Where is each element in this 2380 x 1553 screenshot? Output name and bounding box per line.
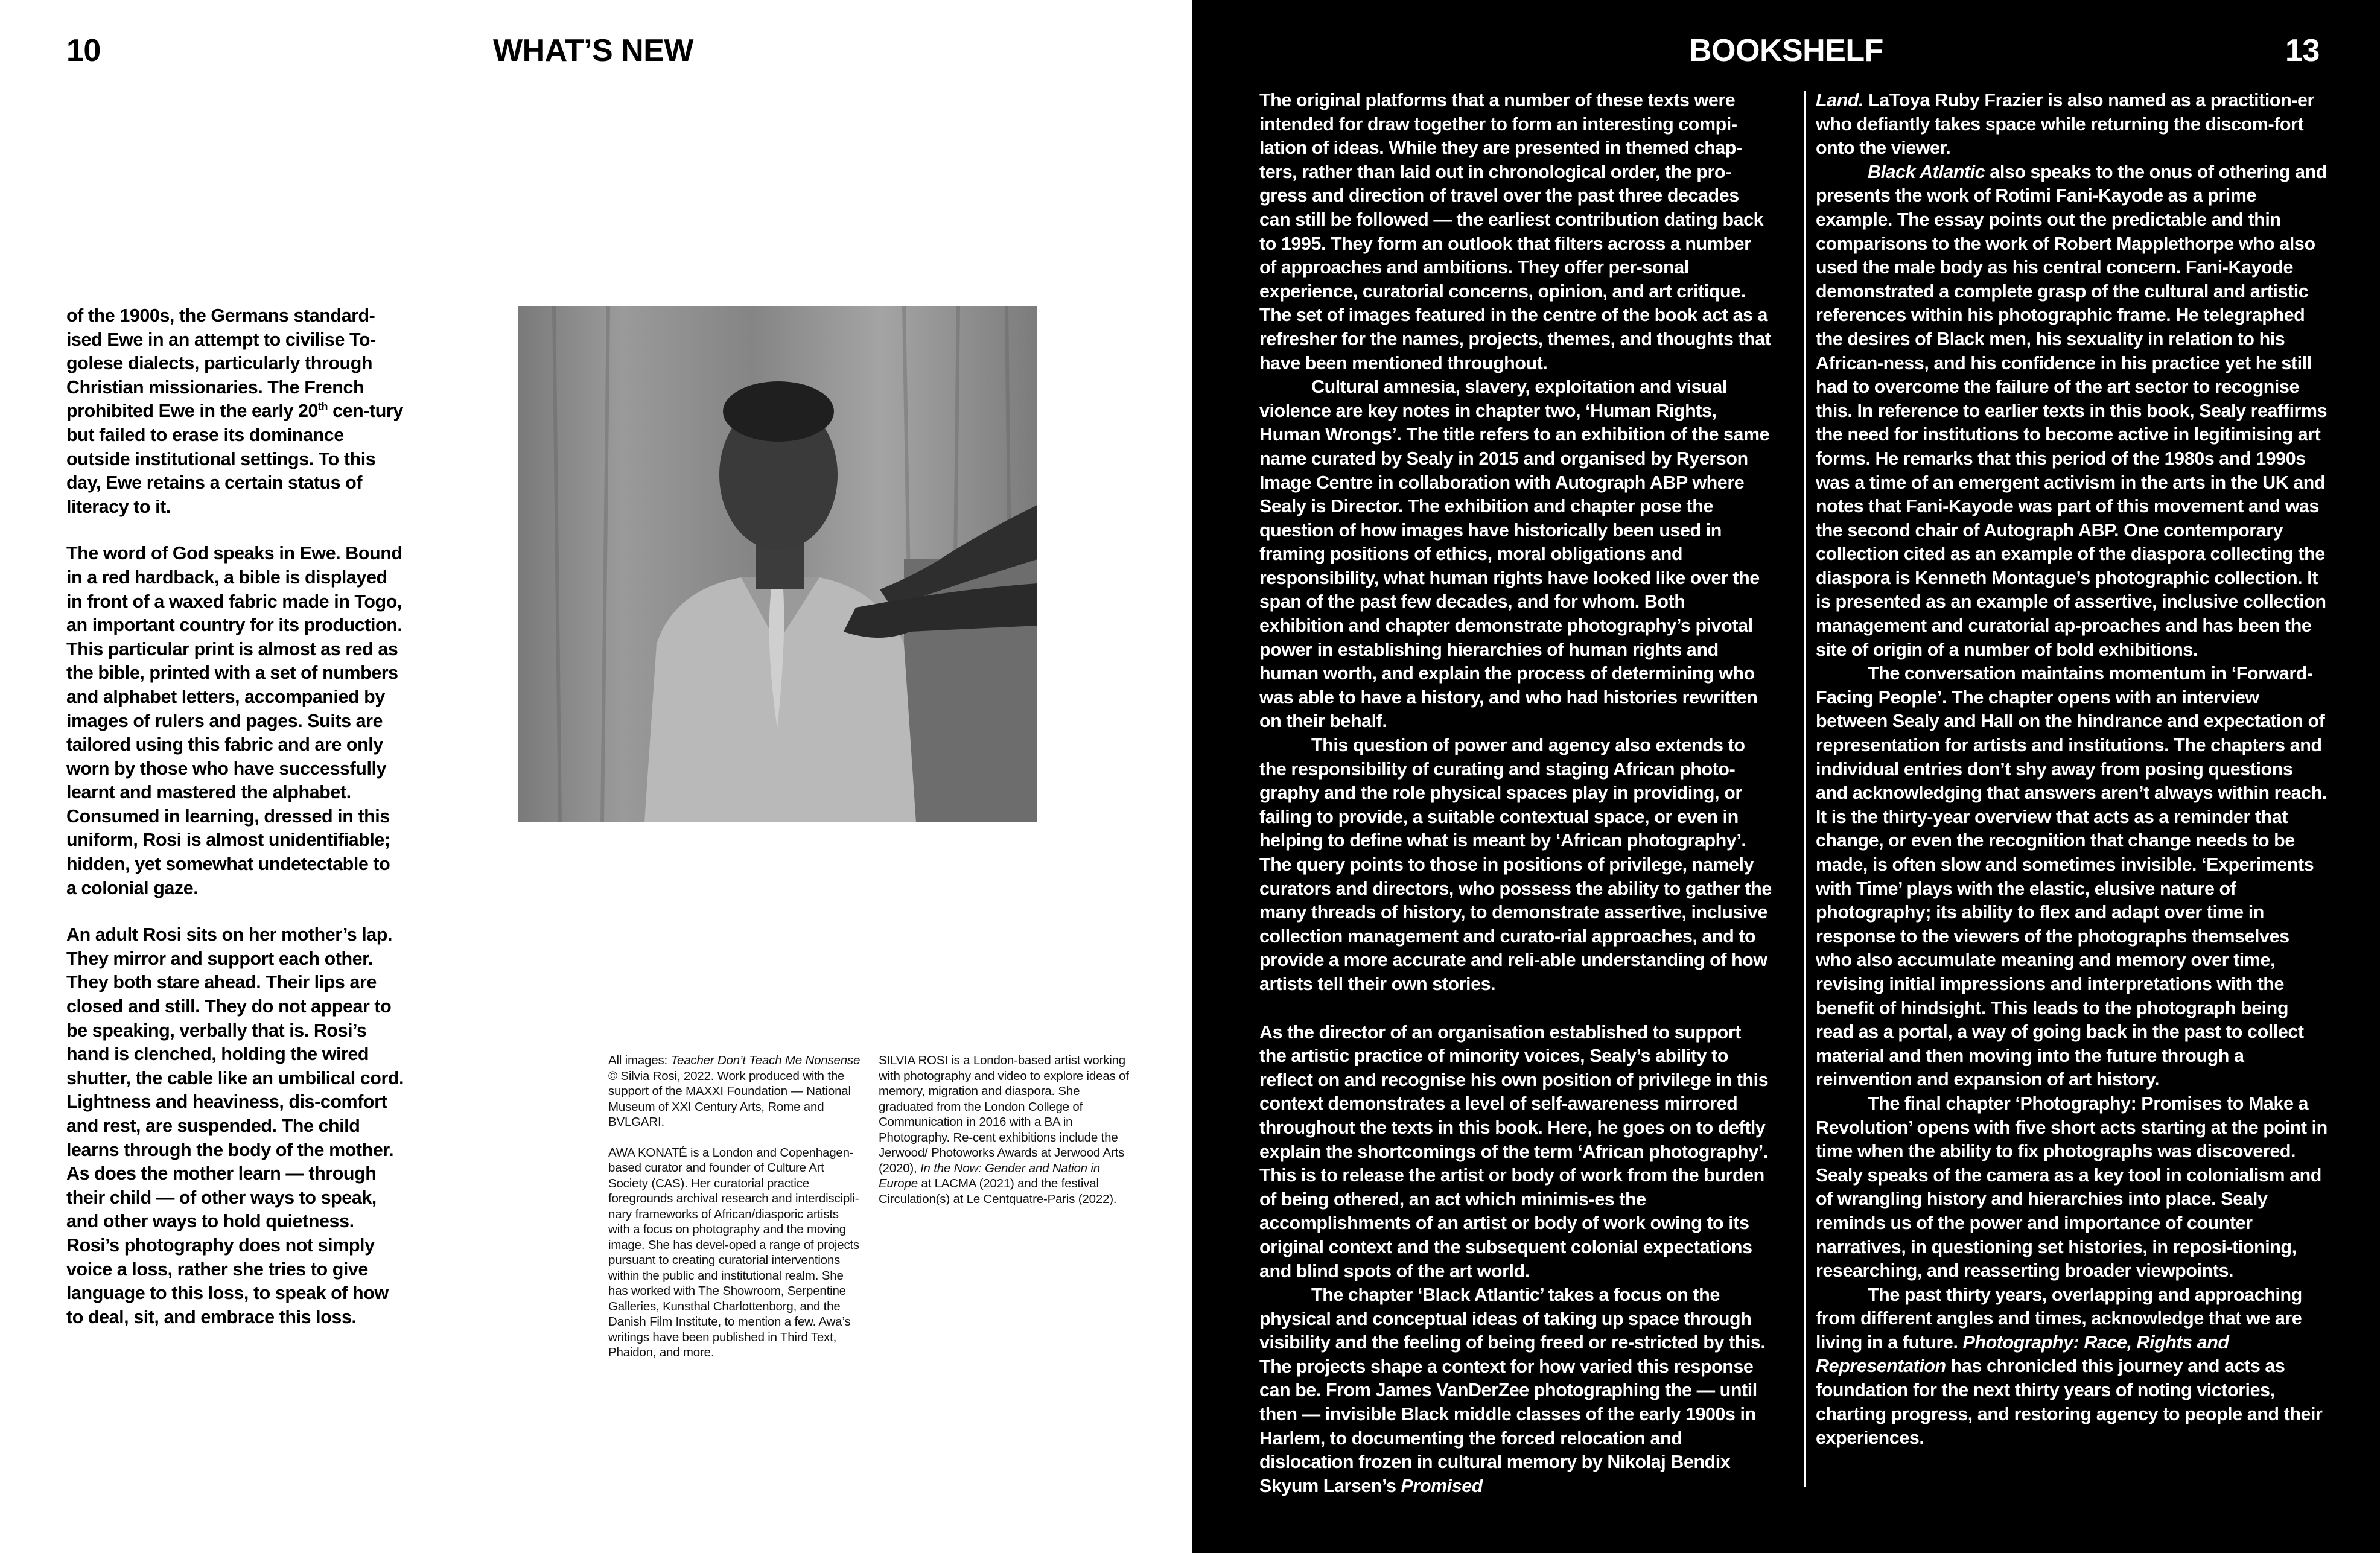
body-paragraph: The past thirty years, overlapping and approaching from different angles and times, acknowledge that we are living in a future. Photography: Race, Rights and Representation has chronicled this journey and acts as foundation for the next thirty years of noting victories, charting progress, and restoring agency to people and their experiences.	[1816, 1284, 2323, 1449]
section-title-whats-new: WHAT’S NEW	[493, 33, 693, 68]
body-paragraph: The conversation maintains momentum in ‘Forward-Facing People’. The chapter opens with an interview between Sealy and Hall on the hindrance and expectation of representation for artists and institutions. The chapters and individual entries don’t shy away from posing questions and acknowledging that answers aren’t always within reach. It is the thirty-year overview that acts as a reminder that change, or even the recognition that change needs to be made, is often slow and sometimes invisible. ‘Experiments with Time’ plays with the elastic, elusive nature of photography; its ability to flex and adapt over time in response to the viewers of the photographs themselves who also accumulate meaning and memory over time, revising initial impressions and interpretations with the benefit of hindsight. This leads to the photograph being read as a portal, a way of going back in the past to collect material and then moving into the future through a reinvention and expansion of art history.	[1816, 663, 2327, 1090]
body-paragraph: The final chapter ‘Photography: Promises to Make a Revolution’ opens with five short acts starting at the point in time when the ability to fix photographs was discovered. Sealy speaks of the camera as a key tool in colonialism and of wrangling history and hierarchies into place. Sealy reminds us of the power and importance of counter narratives, in questioning set histories, in reposi-tioning, researching, and reasserting broader viewpoints.	[1816, 1093, 2328, 1281]
body-paragraph: The chapter ‘Black Atlantic’ takes a focus on the physical and conceptual ideas of taking up space through visibility and the feeling of being freed or re-stricted by this. The projects shape a context for how varied this response can be. From James VanDerZee photographing the — until then — invisible Black middle classes of the early 1900s in Harlem, to documenting the forced relocation and dislocation frozen in cultural memory by Nikolaj Bendix Skyum Larsen’s Promised	[1259, 1285, 1766, 1496]
section-title-bookshelf: BOOKSHELF	[1689, 33, 1883, 68]
body-paragraph: Black Atlantic also speaks to the onus of othering and presents the work of Rotimi Fani-Kayode as a prime example. The essay points out the predictable and thin comparisons to the work of Robert Mapplethorpe who also used the male body as his central concern. Fani-Kayode demonstrated a complete grasp of the cultural and artistic references within his photographic frame. He telegraphed the desires of Black men, his sexuality in relation to his African-ness, and his confidence in his practice yet he still had to overcome the failure of the art sector to recognise this. In reference to earlier texts in this book, Sealy reaffirms the need for institutions to become active in legitimising art forms. He remarks that this period of the 1980s and 1990s was a time of an emergent activism in the arts in the UK and notes that Fani-Kayode was part of this movement and was the second chair of Autograph ABP. One contemporary collection cited as an example of the diaspora collecting the diaspora is Kenneth Montague’s photographic collection. It is presented as an example of assertive, inclusive collection management and curatorial ap-proaches and has been the site of origin of a number of bold exhibitions.	[1816, 161, 2328, 660]
left-body-text	[66, 304, 404, 1329]
author-bio: AWA KONATÉ is a London and Copenhagen-based curator and founder of Culture Art Society (CAS). Her curatorial practice foregrounds archival research and interdiscipli-nary frameworks of African/diasporic artists with a focus on photography and the moving image. She has devel-oped a range of projects pursuant to creating curatorial interventions within the public and institutional realm. She has worked with The Showroom, Serpentine Galleries, Kunsthal Charlottenborg, and the Danish Film Institute, to mention a few. Awa’s writings have been published in Third Text, Phaidon, and more.	[608, 1145, 860, 1359]
portrait-illustration	[518, 306, 1037, 822]
body-paragraph: As the director of an organisation established to support the artistic practice of minority voices, Sealy’s ability to reflect on and recognise his own position of privilege in this context demonstrates a level of self-awareness mirrored throughout the texts in this book. Here, he goes on to deftly explain the shortcomings of the term ‘African photography’. This is to release the artist or body of work from the burden of being othered, an act which minimis-es the accomplishments of an artist or body of work owing to its original context and the subsequent colonial expectations and blind spots of the art world.	[1259, 1021, 1769, 1281]
body-paragraph: of the 1900s, the Germans standard-ised Ewe in an attempt to civilise To-golese dialects, particularly through Christian missionaries. The French prohibited Ewe in the early 20th cen-tury but failed to erase its dominance outside institutional settings. To this day, Ewe retains a certain status of literacy to it.	[66, 305, 403, 517]
photo-credit: All images: Teacher Don’t Teach Me Nonsense © Silvia Rosi, 2022. Work produced with the support of the MAXXI Foundation — National Museum of XXI Century Arts, Rome and BVLGARI.	[608, 1053, 861, 1129]
right-column-2	[1816, 89, 2329, 1450]
page-number-right: 13	[2285, 33, 2320, 68]
artist-bio-text: SILVIA ROSI is a London-based artist working with photography and video to explore ideas of memory, migration and diaspora. She graduated from the London College of Communication in 2016 with a BA in Photography. Re-cent exhibitions include the Jerwood/ Photoworks Awards at Jerwood Arts (2020), In the Now: Gender and Nation in Europe at LACMA (2021) and the festival Circulation(s) at Le Centquatre-Paris (2022).	[879, 1053, 1129, 1206]
column-divider	[1804, 91, 1806, 1487]
body-paragraph: An adult Rosi sits on her mother’s lap. They mirror and support each other. They both stare ahead. Their lips are closed and still. They do not appear to be speaking, verbally that is. Rosi’s hand is clenched, holding the wired shutter, the cable like an umbilical cord. Lightness and heaviness, dis-comfort and rest, are suspended. The child learns through the body of the mother. As does the mother learn — through their child — of other ways to speak, and other ways to hold quietness. Rosi’s photography does not simply voice a loss, rather she tries to give language to this loss, to speak of how to deal, sit, and embrace this loss.	[66, 924, 404, 1327]
body-paragraph: Cultural amnesia, slavery, exploitation and visual violence are key notes in chapter two, ‘Human Rights, Human Wrongs’. The title refers to an exhibition of the same name curated by Sealy in 2015 and organised by Ryerson Image Centre in collaboration with Autograph ABP where Sealy is Director. The exhibition and chapter pose the question of how images have historically been used in framing positions of ethics, moral obligations and responsibility, what human rights have looked like over the span of the past few decades, and for whom. Both exhibition and chapter demonstrate photography’s pivotal power in establishing hierarchies of human rights and human worth, and explain the process of determining who was able to have a history, and who had histories rewritten on their behalf.	[1259, 376, 1770, 732]
artist-bio	[879, 1053, 1131, 1207]
photo-credit-and-bio	[608, 1053, 861, 1361]
page-number-left: 10	[66, 33, 101, 68]
body-paragraph: This question of power and agency also extends to the responsibility of curating and staging African photo-graphy and the role physical spaces play in providing, or failing to provide, a suitable contextual space, or even in helping to define what is meant by ‘African photography’. The query points to those in positions of privilege, namely curators and directors, who possess the ability to gather the many threads of history, to demonstrate assertive, inclusive collection management and curato-rial approaches, and to provide a more accurate and reli-able understanding of how artists tell their own stories.	[1259, 735, 1772, 994]
portrait-photo	[518, 306, 1037, 822]
right-column-1	[1259, 89, 1772, 1498]
right-page	[1192, 0, 2380, 1553]
body-paragraph: The original platforms that a number of these texts were intended for draw together to form an interesting compi-lation of ideas. While they are presented in themed chap-ters, rather than laid out in chronological order, the pro-gress and direction of travel over the past three decades can still be followed — the earliest contribution dating back to 1995. They form an outlook that filters across a number of approaches and ambitions. They offer per-sonal experience, curatorial concerns, opinion, and art critique. The set of images featured in the centre of the book act as a refresher for the names, projects, themes, and thoughts that have been mentioned throughout.	[1259, 90, 1771, 373]
body-paragraph: The word of God speaks in Ewe. Bound in a red hardback, a bible is displayed in front of a waxed fabric made in Togo, an important country for its production. This particular print is almost as red as the bible, printed with a set of numbers and alphabet letters, accompanied by images of rulers and pages. Suits are tailored using this fabric and are only worn by those who have successfully learnt and mastered the alphabet. Consumed in learning, dressed in this uniform, Rosi is almost unidentifiable; hidden, yet somewhat undetectable to a colonial gaze.	[66, 543, 402, 898]
body-paragraph: Land. LaToya Ruby Frazier is also named as a practition-er who defiantly takes space while returning the discom-fort onto the viewer.	[1816, 90, 2314, 159]
